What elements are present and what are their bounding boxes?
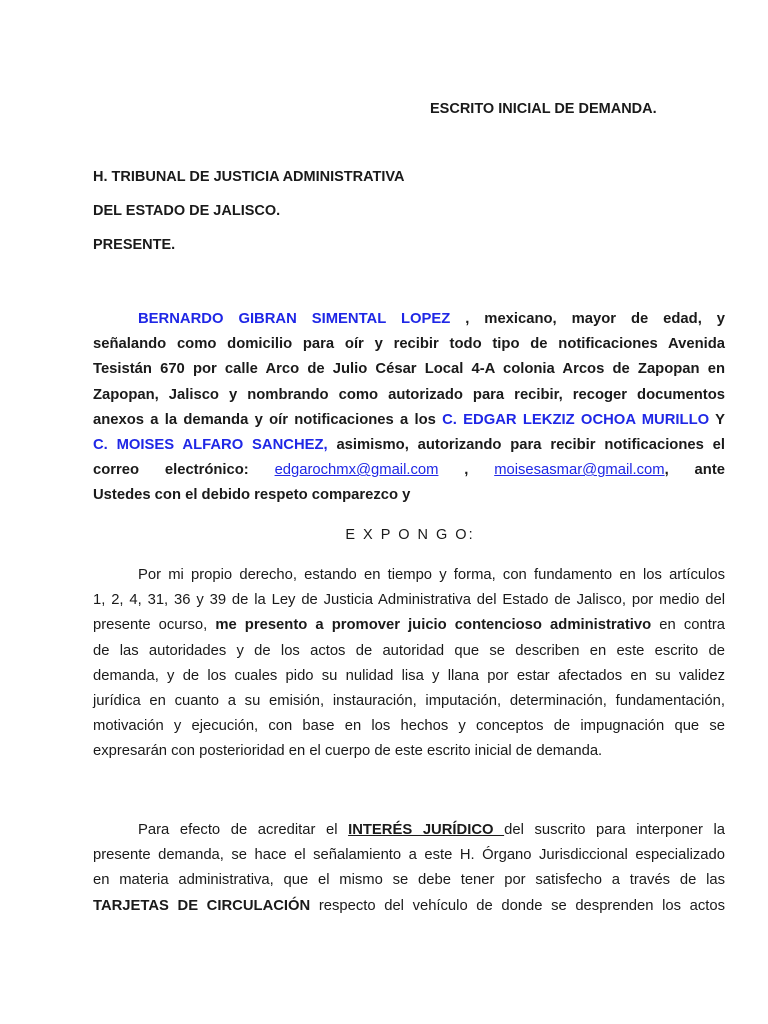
p1-line-5: demanda, y de los cuales pido su nulidad lisa y llana por estar afectados en su validez bbox=[93, 667, 725, 684]
paragraph-1 bbox=[93, 563, 725, 765]
addressee-line-3: PRESENTE. bbox=[93, 237, 176, 253]
intro-line-2: señalando como domicilio para oír y recibir todo tipo de notificaciones Avenida bbox=[93, 336, 725, 353]
p1-line-3: presente ocurso, me presento a promover juicio contencioso administrativo en contra bbox=[93, 617, 725, 634]
p1-line-6: jurídica en cuanto a su emisión, instauración, imputación, determinación, fundamentación, bbox=[93, 692, 725, 709]
p1-line-1: Por mi propio derecho, estando en tiempo y forma, con fundamento en los artículos bbox=[138, 567, 725, 583]
authorized-person-2: C. MOISES ALFARO SANCHEZ, bbox=[93, 436, 328, 453]
p2-line-4: TARJETAS DE CIRCULACIÓN respecto del vehículo de donde se desprenden los actos bbox=[93, 897, 725, 914]
addressee-line-1: H. TRIBUNAL DE JUSTICIA ADMINISTRATIVA bbox=[93, 169, 405, 185]
p1-line-7: motivación y ejecución, con base en los hechos y conceptos de impugnación que se bbox=[93, 718, 725, 735]
intro-line-3: Tesistán 670 por calle Arco de Julio César Local 4-A colonia Arcos de Zapopan en bbox=[93, 361, 725, 378]
paragraph-2 bbox=[93, 818, 725, 919]
intro-line-8: Ustedes con el debido respeto comparezco y bbox=[93, 487, 411, 504]
intro-line-6: C. MOISES ALFARO SANCHEZ, asimismo, autorizando para recibir notificaciones el bbox=[93, 436, 725, 453]
document-title: ESCRITO INICIAL DE DEMANDA. bbox=[430, 101, 657, 117]
intro-line-7: correo electrónico: edgarochmx@gmail.com , moisesasmar@gmail.com, ante bbox=[93, 462, 725, 479]
p2-line-3: en materia administrativa, que el mismo se debe tener por satisfecho a través de las bbox=[93, 872, 725, 889]
p2-line-2: presente demanda, se hace el señalamiento a este H. Órgano Jurisdiccional especializado bbox=[93, 847, 725, 864]
plaintiff-name: BERNARDO GIBRAN SIMENTAL LOPEZ bbox=[138, 311, 451, 327]
interes-juridico: INTERÉS JURÍDICO bbox=[348, 822, 505, 838]
addressee-line-2: DEL ESTADO DE JALISCO. bbox=[93, 203, 281, 219]
email-link-1[interactable]: edgarochmx@gmail.com bbox=[274, 462, 439, 479]
authorized-person-1: C. EDGAR LEKZIZ OCHOA MURILLO bbox=[442, 411, 710, 428]
intro-line-4: Zapopan, Jalisco y nombrando como autorizado para recibir, recoger documentos bbox=[93, 386, 725, 403]
intro-paragraph bbox=[93, 307, 725, 509]
section-heading-expongo: E X P O N G O: bbox=[345, 527, 475, 543]
p1-line-4: de las autoridades y de los actos de autoridad que se describen en este escrito de bbox=[93, 642, 725, 659]
p1-line-2: 1, 2, 4, 31, 36 y 39 de la Ley de Justicia Administrativa del Estado de Jalisco, por medio del bbox=[93, 592, 725, 609]
email-link-2[interactable]: moisesasmar@gmail.com bbox=[494, 462, 665, 479]
intro-line-1: BERNARDO GIBRAN SIMENTAL LOPEZ , mexicano, mayor de edad, y bbox=[138, 311, 725, 327]
p2-line-1: Para efecto de acreditar el INTERÉS JURÍDICO del suscrito para interponer la bbox=[138, 822, 725, 838]
intro-line-5: anexos a la demanda y oír notificaciones a los C. EDGAR LEKZIZ OCHOA MURILLO Y bbox=[93, 411, 725, 428]
p1-line-8: expresarán con posterioridad en el cuerpo de este escrito inicial de demanda. bbox=[93, 743, 603, 760]
